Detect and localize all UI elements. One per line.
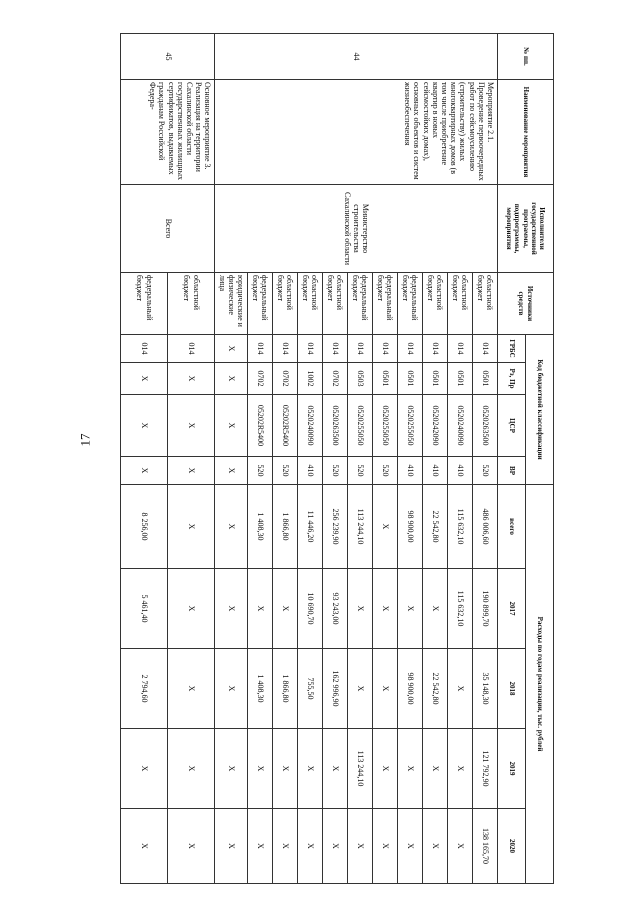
rotated-table-container — [114, 33, 554, 883]
cell-total: X — [215, 485, 248, 569]
cell-grbs: 014 — [398, 335, 423, 363]
cell-rzpr: 0501 — [373, 363, 398, 395]
header-2017: 2017 — [498, 569, 526, 649]
page-number: 17 — [77, 433, 93, 447]
header-kbk: Код бюджетной классификации — [526, 335, 554, 485]
cell-grbs: X — [215, 335, 248, 363]
cell-vr: 520 — [323, 457, 348, 485]
cell-y2017: 93 243,00 — [323, 569, 348, 649]
cell-grbs: 014 — [473, 335, 498, 363]
cell-y2020: 138 165,70 — [473, 809, 498, 884]
cell-source: федеральный бюджет — [348, 273, 373, 335]
cell-csr: 05202R5400 — [248, 395, 273, 457]
cell-y2019: 121 792,90 — [473, 729, 498, 809]
cell-y2020: X — [373, 809, 398, 884]
cell-source: областной бюджет — [473, 273, 498, 335]
cell-grbs: 014 — [448, 335, 473, 363]
cell-y2018: 35 148,30 — [473, 649, 498, 729]
cell-rzpr: 0503 — [348, 363, 373, 395]
cell-total: 22 542,80 — [423, 485, 448, 569]
cell-total: 256 239,90 — [323, 485, 348, 569]
cell-vr: X — [121, 457, 168, 485]
row-name-cell: Мероприятие 2.1. Проведение первоочередных работ по сейсмоусилению (строительству) жилых многоквартирных домов (в том числе приобретение квартир в новых сейсмостойких домах), основных объектов и систем жизнеобеспечения — [215, 80, 498, 185]
cell-y2019: X — [448, 729, 473, 809]
cell-source: федеральный бюджет — [398, 273, 423, 335]
cell-csr: 0520263500 — [323, 395, 348, 457]
header-2018: 2018 — [498, 649, 526, 729]
cell-rzpr: X — [168, 363, 215, 395]
cell-csr: X — [121, 395, 168, 457]
cell-y2020: X — [448, 809, 473, 884]
cell-y2018: 2 794,60 — [121, 649, 168, 729]
cell-y2020: X — [323, 809, 348, 884]
cell-source: областной бюджет — [448, 273, 473, 335]
cell-y2018: 1 866,80 — [273, 649, 298, 729]
table-row — [473, 34, 498, 884]
cell-y2017: 190 899,70 — [473, 569, 498, 649]
cell-total: X — [168, 485, 215, 569]
cell-vr: X — [168, 457, 215, 485]
cell-source: областной бюджет — [323, 273, 348, 335]
cell-y2019: X — [248, 729, 273, 809]
cell-csr: 0520240090 — [448, 395, 473, 457]
cell-csr: 05202R5400 — [273, 395, 298, 457]
cell-vr: 520 — [273, 457, 298, 485]
cell-source: юридические и физические лица — [215, 273, 248, 335]
cell-y2019: X — [273, 729, 298, 809]
cell-y2019: X — [298, 729, 323, 809]
cell-rzpr: 0501 — [473, 363, 498, 395]
cell-total: 113 244,10 — [348, 485, 373, 569]
cell-y2018: 1 408,30 — [248, 649, 273, 729]
cell-source: областной бюджет — [298, 273, 323, 335]
cell-rzpr: 0702 — [273, 363, 298, 395]
cell-y2018: 22 542,80 — [423, 649, 448, 729]
cell-y2017: X — [348, 569, 373, 649]
cell-csr: 0520242090 — [423, 395, 448, 457]
cell-y2017: X — [215, 569, 248, 649]
cell-source: областной бюджет — [423, 273, 448, 335]
table-body — [121, 34, 498, 884]
cell-grbs: 014 — [373, 335, 398, 363]
cell-vr: 410 — [423, 457, 448, 485]
cell-source: федеральный бюджет — [248, 273, 273, 335]
table-row — [168, 34, 215, 884]
cell-grbs: 014 — [121, 335, 168, 363]
budget-table — [120, 33, 554, 884]
cell-y2018: 162 996,90 — [323, 649, 348, 729]
cell-grbs: 014 — [273, 335, 298, 363]
cell-y2017: X — [398, 569, 423, 649]
cell-total: 1 866,80 — [273, 485, 298, 569]
cell-csr: X — [168, 395, 215, 457]
cell-y2018: X — [168, 649, 215, 729]
cell-y2018: X — [348, 649, 373, 729]
row-executor-cell: Всего — [121, 185, 215, 273]
cell-vr: 410 — [298, 457, 323, 485]
header-executor: Исполнители государственной программы, подпрограммы, мероприятия — [498, 185, 554, 273]
cell-grbs: 014 — [248, 335, 273, 363]
cell-vr: 520 — [473, 457, 498, 485]
header-2019: 2019 — [498, 729, 526, 809]
header-2020: 2020 — [498, 809, 526, 884]
cell-y2018: X — [448, 649, 473, 729]
header-grbs: ГРБС — [498, 335, 526, 363]
cell-rzpr: 0501 — [398, 363, 423, 395]
cell-grbs: 014 — [423, 335, 448, 363]
cell-y2020: X — [248, 809, 273, 884]
cell-grbs: 014 — [323, 335, 348, 363]
cell-csr: 0520255050 — [348, 395, 373, 457]
header-rzpr: Рз, Пр — [498, 363, 526, 395]
cell-grbs: 014 — [168, 335, 215, 363]
row-executor-cell: Министерство строительства Сахалинской области — [215, 185, 498, 273]
cell-y2020: X — [215, 809, 248, 884]
cell-source: областной бюджет — [168, 273, 215, 335]
row-num-cell: 45 — [121, 34, 215, 80]
cell-source: федеральный бюджет — [373, 273, 398, 335]
cell-source: областной бюджет — [273, 273, 298, 335]
cell-total: 8 256,00 — [121, 485, 168, 569]
cell-vr: 410 — [398, 457, 423, 485]
header-expenses: Расходы по годам реализации, тыс. рублей — [526, 485, 554, 884]
cell-y2017: X — [423, 569, 448, 649]
cell-csr: 0520240090 — [298, 395, 323, 457]
row-name-cell: Основное мероприятие 3. Реализация на территории Сахалинской области государственных жилищных сертификатов, выдаваемых гражданам Российской Федера- — [121, 80, 215, 185]
header-csr: ЦСР — [498, 395, 526, 457]
cell-y2017: X — [273, 569, 298, 649]
cell-y2017: 5 461,40 — [121, 569, 168, 649]
header-source: Источники средств — [498, 273, 554, 335]
cell-y2018: 98 900,00 — [398, 649, 423, 729]
cell-y2019: X — [215, 729, 248, 809]
cell-vr: 520 — [348, 457, 373, 485]
cell-grbs: 014 — [348, 335, 373, 363]
cell-y2020: X — [348, 809, 373, 884]
cell-y2018: X — [373, 649, 398, 729]
header-num: № пп. — [498, 34, 554, 80]
cell-rzpr: 1002 — [298, 363, 323, 395]
cell-rzpr: 0501 — [448, 363, 473, 395]
cell-vr: 520 — [373, 457, 398, 485]
cell-y2020: X — [168, 809, 215, 884]
cell-y2019: 113 244,10 — [348, 729, 373, 809]
cell-total: 115 632,10 — [448, 485, 473, 569]
cell-vr: 410 — [448, 457, 473, 485]
header-total: всего — [498, 485, 526, 569]
cell-source: федеральный бюджет — [121, 273, 168, 335]
cell-y2019: X — [373, 729, 398, 809]
cell-y2019: X — [423, 729, 448, 809]
cell-grbs: 014 — [298, 335, 323, 363]
cell-rzpr: 0501 — [423, 363, 448, 395]
cell-total: X — [373, 485, 398, 569]
row-num-cell: 44 — [215, 34, 498, 80]
cell-rzpr: X — [121, 363, 168, 395]
cell-csr: 0520255050 — [373, 395, 398, 457]
cell-total: 11 446,20 — [298, 485, 323, 569]
cell-y2019: X — [398, 729, 423, 809]
cell-csr: X — [215, 395, 248, 457]
cell-csr: 0520263500 — [473, 395, 498, 457]
cell-y2017: X — [373, 569, 398, 649]
cell-csr: 0520255050 — [398, 395, 423, 457]
cell-y2020: X — [423, 809, 448, 884]
header-vr: ВР — [498, 457, 526, 485]
cell-y2020: X — [121, 809, 168, 884]
cell-y2019: X — [168, 729, 215, 809]
cell-total: 98 900,00 — [398, 485, 423, 569]
cell-y2017: X — [168, 569, 215, 649]
cell-vr: X — [215, 457, 248, 485]
cell-y2017: 115 632,10 — [448, 569, 473, 649]
cell-rzpr: 0702 — [248, 363, 273, 395]
cell-y2018: 755,50 — [298, 649, 323, 729]
cell-y2019: X — [323, 729, 348, 809]
cell-rzpr: 0702 — [323, 363, 348, 395]
cell-total: 1 408,30 — [248, 485, 273, 569]
cell-y2020: X — [273, 809, 298, 884]
cell-y2017: 10 690,70 — [298, 569, 323, 649]
cell-total: 486 006,60 — [473, 485, 498, 569]
cell-y2020: X — [298, 809, 323, 884]
header-name: Наименование мероприятия — [498, 80, 554, 185]
cell-y2020: X — [398, 809, 423, 884]
cell-y2018: X — [215, 649, 248, 729]
cell-vr: 520 — [248, 457, 273, 485]
cell-rzpr: X — [215, 363, 248, 395]
cell-y2019: X — [121, 729, 168, 809]
cell-y2017: X — [248, 569, 273, 649]
